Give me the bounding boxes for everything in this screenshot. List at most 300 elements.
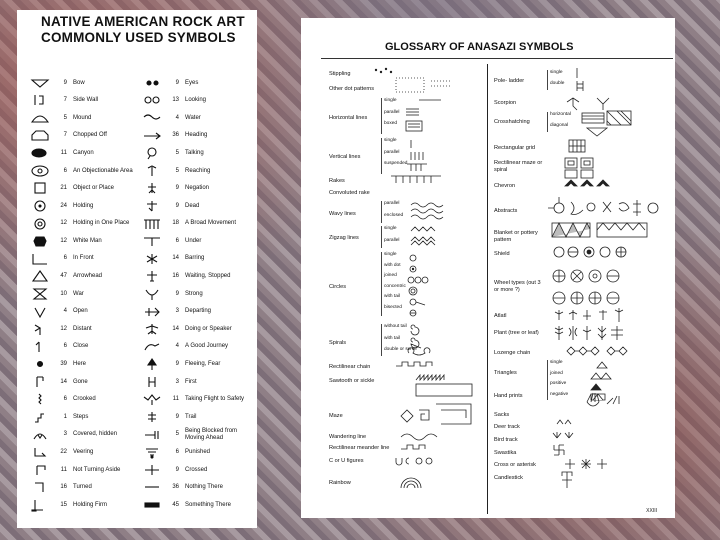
sub-parallel: parallel: [384, 237, 400, 243]
symbol-entry-left: [27, 287, 139, 301]
symbol-entry-left: [27, 445, 139, 459]
dot-pattern-icon: [396, 78, 451, 92]
symbol-meaning: Crossed: [185, 466, 208, 473]
label-rainbow: Rainbow: [329, 480, 351, 486]
symbol-row: [27, 109, 252, 127]
symbol-meaning: Eyes: [185, 79, 199, 86]
label-rectilinear-chain: Rectilinear chain: [329, 364, 371, 370]
symbol-entry-right: [139, 392, 251, 406]
circles-icon: [408, 255, 428, 316]
symbol-meaning: Canyon: [73, 149, 94, 156]
symbol-count: 36: [172, 132, 179, 139]
symbol-row: [27, 250, 252, 268]
symbol-table: [27, 74, 252, 514]
symbol-meaning: Not Turning Aside: [73, 466, 121, 473]
symbol-count: 6: [63, 396, 67, 403]
symbol-row: [27, 408, 252, 426]
heading-icon: [139, 129, 165, 143]
symbol-meaning: Waiting, Stopped: [185, 273, 231, 280]
bird-track-icon: [553, 432, 573, 438]
symbol-count: 3: [175, 308, 179, 315]
symbol-meaning: Distant: [73, 325, 92, 332]
crooked-icon: [27, 392, 53, 406]
sub-positive: positive: [550, 381, 567, 386]
glossary-title: GLOSSARY OF ANASAZI SYMBOLS: [385, 41, 574, 53]
symbol-meaning: Departing: [185, 308, 212, 315]
label-wheel: Wheel types (out 3 or more ?): [494, 280, 541, 293]
symbol-meaning: Strong: [185, 290, 203, 297]
symbol-meaning: A Good Journey: [185, 343, 229, 350]
distant-icon: [27, 322, 53, 336]
symbol-entry-right: [139, 217, 251, 231]
symbol-entry-right: [139, 357, 251, 371]
arrowhead-icon: [27, 269, 53, 283]
object-place-icon: [27, 181, 53, 195]
label-rect-grid: Rectangular grid: [494, 145, 536, 151]
symbol-count: 6: [175, 449, 179, 456]
symbol-count: 12: [60, 325, 67, 332]
symbol-entry-left: [27, 410, 139, 424]
symbol-entry-right: [139, 129, 251, 143]
fleeing-icon: [139, 357, 165, 371]
title-line-1: NATIVE AMERICAN ROCK ART: [41, 14, 245, 29]
symbol-entry-right: [139, 111, 251, 125]
symbol-count: 9: [175, 290, 179, 297]
symbol-count: 39: [60, 361, 67, 368]
symbol-entry-right: [139, 340, 251, 354]
symbol-meaning: Holding in One Place: [73, 220, 130, 227]
title-line-2: COMMONLY USED SYMBOLS: [41, 30, 236, 45]
symbol-entry-right: [139, 252, 251, 266]
symbol-meaning: Turned: [73, 484, 92, 491]
under-icon: [139, 234, 165, 248]
symbol-count: 11: [60, 466, 67, 473]
label-sawtooth: Sawtooth or sickle: [329, 378, 375, 384]
label-rect-maze: Rectilinear maze or spiral: [494, 160, 543, 173]
holding-one-place-icon: [27, 217, 53, 231]
symbol-meaning: Gone: [73, 378, 88, 385]
symbol-entry-right: [139, 498, 251, 512]
label-scorpion: Scorpion: [494, 100, 517, 106]
label-bird-track: Bird track: [494, 437, 518, 443]
symbol-count: 3: [175, 378, 179, 385]
symbol-count: 5: [63, 114, 67, 121]
speaker-icon: [139, 322, 165, 336]
horizontal-lines-icon: [406, 100, 441, 131]
label-stippling: Stippling: [329, 71, 351, 77]
war-icon: [27, 287, 53, 301]
symbol-meaning: Trail: [185, 413, 197, 420]
symbol-entry-right: [139, 76, 251, 90]
symbol-entry-left: [27, 252, 139, 266]
symbol-meaning: Open: [73, 308, 88, 315]
zigzag-icon: [411, 227, 435, 245]
symbol-meaning: Close: [73, 343, 89, 350]
symbol-entry-left: [27, 480, 139, 494]
symbol-count: 5: [175, 431, 179, 438]
symbol-count: 18: [172, 220, 179, 227]
symbol-count: 21: [60, 185, 67, 192]
rainbow-icon: [401, 478, 421, 488]
symbol-count: 12: [60, 237, 67, 244]
label-pole-ladder: Pole- ladder: [494, 78, 525, 84]
symbol-count: 16: [172, 273, 179, 280]
symbol-row: [27, 443, 252, 461]
sub-parallel: parallel: [384, 201, 400, 206]
rake-icon: [391, 176, 441, 183]
sub-double-or-scroll: double or scroll: [384, 347, 417, 352]
label-crosshatching: Crosshatching: [494, 119, 530, 125]
symbol-entry-left: [27, 146, 139, 160]
symbol-meaning: Chopped Off: [73, 132, 107, 139]
symbol-count: 4: [175, 114, 179, 121]
sawtooth-icon: [416, 375, 472, 396]
symbol-count: 4: [175, 343, 179, 350]
symbol-row: [27, 144, 252, 162]
label-triangles: Triangles: [494, 370, 517, 376]
symbol-row: [27, 479, 252, 497]
white-man-icon: [27, 234, 53, 248]
label-wandering: Wandering line: [329, 434, 367, 440]
crossed-icon: [139, 463, 165, 477]
first-icon: [139, 375, 165, 389]
symbol-entry-right: [139, 375, 251, 389]
sub-joined: joined: [384, 273, 397, 278]
symbol-row: [27, 496, 252, 514]
label-wavy: Wavy lines: [329, 211, 356, 217]
scorpion-icon: [567, 98, 609, 110]
label-sacks: Sacks: [494, 412, 510, 418]
sub-boxed: boxed: [384, 121, 398, 126]
symbol-count: 7: [63, 132, 67, 139]
symbol-entry-right: [139, 480, 251, 494]
symbol-count: 14: [60, 378, 67, 385]
lozenge-chain-icon: [567, 347, 627, 355]
symbol-meaning: Crooked: [73, 396, 96, 403]
symbol-entry-left: [27, 93, 139, 107]
symbol-count: 9: [175, 466, 179, 473]
symbol-count: 10: [60, 290, 67, 297]
symbol-meaning: Being Blocked from Moving Ahead: [185, 428, 238, 441]
sub-double: double: [550, 80, 565, 86]
symbol-entry-right: [139, 181, 251, 195]
departing-icon: [139, 305, 165, 319]
symbol-entry-right: [139, 410, 251, 424]
symbol-count: 6: [175, 237, 179, 244]
label-horizontal: Horizontal lines: [329, 115, 368, 121]
not-turning-icon: [27, 463, 53, 477]
symbol-row: [27, 303, 252, 321]
label-maze: Maze: [329, 413, 343, 419]
trail-icon: [139, 410, 165, 424]
symbol-meaning: First: [185, 378, 197, 385]
symbol-meaning: Mound: [73, 114, 92, 121]
symbol-count: 9: [175, 185, 179, 192]
symbol-count: 11: [60, 149, 67, 156]
looking-icon: [139, 93, 165, 107]
blocked-icon: [139, 428, 165, 442]
label-deer-track: Deer track: [494, 424, 520, 430]
close-icon: [27, 340, 53, 354]
pole-ladder-icon: [577, 68, 583, 91]
blanket-pattern-icon: [552, 223, 647, 237]
swastika-icon: [554, 445, 564, 455]
symbol-entry-left: [27, 76, 139, 90]
symbol-row: [27, 373, 252, 391]
label-vertical: Vertical lines: [329, 154, 361, 160]
sub-single: single: [384, 98, 397, 103]
anasazi-glossary-sheet: [301, 18, 675, 518]
rectilinear-chain-icon: [396, 362, 432, 366]
label-zigzag: Zigzag lines: [329, 235, 359, 241]
symbol-meaning: Steps: [73, 413, 89, 420]
symbol-count: 14: [172, 325, 179, 332]
label-plant: Plant (tree or leaf): [494, 330, 539, 336]
symbol-meaning: Negation: [185, 185, 210, 192]
symbol-entry-left: [27, 340, 139, 354]
symbol-row: [27, 391, 252, 409]
waiting-icon: [139, 269, 165, 283]
sub-with-tail: with tail: [384, 294, 400, 299]
symbol-entry-right: [139, 93, 251, 107]
label-candlestick: Candlestick: [494, 475, 523, 481]
label-lozenge: Lozenge chain: [494, 350, 531, 356]
sub-single: single: [384, 252, 397, 257]
symbol-entry-right: [139, 269, 251, 283]
shield-icon: [554, 247, 626, 257]
plant-icon: [555, 326, 623, 340]
label-hand-prints: Hand prints: [494, 393, 523, 399]
symbol-count: 45: [172, 501, 179, 508]
symbol-entry-right: [139, 164, 251, 178]
rect-grid-icon: [569, 140, 585, 152]
symbol-entry-left: [27, 392, 139, 406]
sub-negative: negative: [550, 391, 569, 397]
sub-bisected: bisected: [384, 304, 402, 310]
symbol-meaning: Covered, hidden: [73, 431, 118, 438]
symbol-entry-left: [27, 234, 139, 248]
symbol-count: 5: [175, 167, 179, 174]
symbol-meaning: Arrowhead: [73, 273, 103, 280]
rect-maze-icon: [565, 158, 593, 178]
symbol-count: 6: [63, 343, 67, 350]
bow-icon: [27, 76, 53, 90]
abstracts-icon: [548, 197, 658, 216]
symbol-count: 6: [63, 255, 67, 262]
symbol-meaning: Bow: [73, 79, 85, 86]
label-spirals: Spirals: [329, 340, 347, 346]
vertical-lines-icon: [407, 140, 427, 171]
open-icon: [27, 305, 53, 319]
symbol-meaning: An Objectionable Area: [73, 167, 133, 174]
cross-asterisk-icon: [565, 459, 607, 469]
objectionable-area-icon: [27, 164, 53, 178]
symbol-meaning: A Broad Movement: [185, 220, 237, 227]
rock-art-symbols-sheet: [17, 10, 257, 528]
symbol-meaning: Doing or Speaker: [185, 325, 232, 332]
symbol-meaning: Fleeing, Fear: [185, 361, 221, 368]
symbol-entry-left: [27, 498, 139, 512]
symbol-count: 3: [63, 431, 67, 438]
gone-icon: [27, 375, 53, 389]
symbol-row: [27, 338, 252, 356]
symbol-meaning: Here: [73, 361, 87, 368]
water-icon: [139, 111, 165, 125]
label-shield: Shield: [494, 251, 510, 257]
symbol-meaning: Looking: [185, 97, 207, 104]
symbol-entry-left: [27, 463, 139, 477]
steps-icon: [27, 410, 53, 424]
good-journey-icon: [139, 340, 165, 354]
symbol-row: [27, 232, 252, 250]
veering-icon: [27, 445, 53, 459]
symbol-meaning: Something There: [185, 501, 231, 508]
symbol-row: [27, 92, 252, 110]
symbol-entry-left: [27, 181, 139, 195]
symbol-entry-left: [27, 269, 139, 283]
right-column-symbols: [487, 18, 675, 518]
label-swastika: Swastika: [494, 450, 517, 456]
symbol-row: [27, 320, 252, 338]
symbol-row: [27, 426, 252, 444]
nothing-there-icon: [139, 480, 165, 494]
dead-icon: [139, 199, 165, 213]
symbol-row: [27, 162, 252, 180]
symbol-count: 15: [60, 501, 67, 508]
sub-with-dot: with dot: [384, 262, 401, 268]
symbol-entry-right: [139, 428, 251, 442]
symbol-count: 22: [60, 449, 67, 456]
symbol-count: 9: [63, 79, 67, 86]
page-number: XXIII: [646, 508, 657, 514]
label-circles: Circles: [329, 284, 347, 290]
symbol-entry-right: [139, 199, 251, 213]
label-other-dot: Other dot patterns: [329, 86, 375, 92]
symbol-entry-right: [139, 234, 251, 248]
symbol-entry-left: [27, 305, 139, 319]
crosshatch-icon: [582, 111, 631, 136]
chopped-off-icon: [27, 129, 53, 143]
symbol-meaning: Holding Firm: [73, 501, 108, 508]
symbol-count: 7: [63, 97, 67, 104]
label-abstracts: Abstracts: [494, 208, 518, 214]
sub-parallel: parallel: [384, 109, 400, 115]
symbol-meaning: Taking Flight to Safety: [185, 396, 245, 403]
mound-icon: [27, 111, 53, 125]
symbol-entry-left: [27, 199, 139, 213]
sub-without-tail: without tail: [384, 324, 407, 329]
symbol-count: 14: [172, 255, 179, 262]
covered-icon: [27, 428, 53, 442]
symbol-meaning: Barring: [185, 255, 205, 262]
maze-icon: [401, 404, 471, 424]
symbol-count: 36: [172, 484, 179, 491]
triangles-icon: [591, 362, 611, 400]
symbol-meaning: Veering: [73, 449, 94, 456]
symbol-count: 9: [175, 361, 179, 368]
sub-suspended: suspended: [384, 161, 408, 166]
symbol-meaning: In Front: [73, 255, 94, 262]
symbol-meaning: Nothing There: [185, 484, 223, 491]
sub-single: single: [550, 360, 563, 365]
symbol-row: [27, 180, 252, 198]
symbol-meaning: Under: [185, 237, 202, 244]
symbol-meaning: Holding: [73, 202, 94, 209]
sub-parallel: parallel: [384, 149, 400, 155]
symbol-meaning: Water: [185, 114, 201, 121]
symbol-row: [27, 197, 252, 215]
symbol-meaning: Reaching: [185, 167, 211, 174]
symbol-entry-left: [27, 375, 139, 389]
label-blanket: Blanket or pottery pattern: [494, 230, 538, 243]
candlestick-icon: [562, 472, 572, 488]
side-wall-icon: [27, 93, 53, 107]
symbol-count: 6: [63, 167, 67, 174]
symbol-row: [27, 285, 252, 303]
symbol-meaning: Punished: [185, 449, 211, 456]
broad-movement-icon: [139, 217, 165, 231]
symbol-entry-right: [139, 463, 251, 477]
in-front-icon: [27, 252, 53, 266]
label-atlatl: Atlatl: [494, 313, 507, 319]
chevron-icon: [565, 180, 609, 186]
label-cross-asterisk: Cross or asterisk: [494, 462, 536, 468]
symbol-count: 47: [60, 273, 67, 280]
punished-icon: [139, 445, 165, 459]
holding-firm-icon: [27, 498, 53, 512]
symbol-entry-right: [139, 445, 251, 459]
symbol-count: 24: [60, 202, 67, 209]
barring-icon: [139, 252, 165, 266]
symbol-count: 9: [175, 413, 179, 420]
symbol-entry-left: [27, 357, 139, 371]
strong-icon: [139, 287, 165, 301]
symbol-count: 11: [172, 396, 179, 403]
symbol-count: 13: [172, 97, 179, 104]
symbol-meaning: Side Wall: [73, 97, 99, 104]
symbol-row: [27, 356, 252, 374]
symbol-row: [27, 74, 252, 92]
symbol-count: 1: [63, 413, 67, 420]
wandering-line-icon: [401, 434, 437, 449]
symbol-row: [27, 215, 252, 233]
label-c-or-u: C or U figures: [329, 458, 364, 464]
spirals-icon: [408, 325, 430, 355]
symbol-count: 4: [63, 308, 67, 315]
symbol-meaning: White Man: [73, 237, 102, 244]
wavy-lines-icon: [411, 203, 443, 219]
atlatl-icon: [555, 308, 623, 322]
symbol-meaning: Dead: [185, 202, 200, 209]
label-rakes: Rakes: [329, 178, 345, 184]
taking-flight-icon: [139, 392, 165, 406]
label-rect-meander: Rectilinear meander line: [329, 445, 390, 451]
sub-joined: joined: [550, 370, 563, 376]
symbol-entry-left: [27, 129, 139, 143]
turned-icon: [27, 480, 53, 494]
symbol-meaning: Talking: [185, 149, 204, 156]
sub-diagonal: diagonal: [550, 122, 569, 128]
here-icon: [27, 357, 53, 371]
something-there-icon: [139, 498, 165, 512]
symbol-meaning: Heading: [185, 132, 208, 139]
sheet-title: [41, 14, 245, 46]
reaching-icon: [139, 164, 165, 178]
sub-single: single: [550, 70, 563, 75]
sub-single: single: [384, 138, 397, 143]
symbol-entry-right: [139, 287, 251, 301]
negation-icon: [139, 181, 165, 195]
